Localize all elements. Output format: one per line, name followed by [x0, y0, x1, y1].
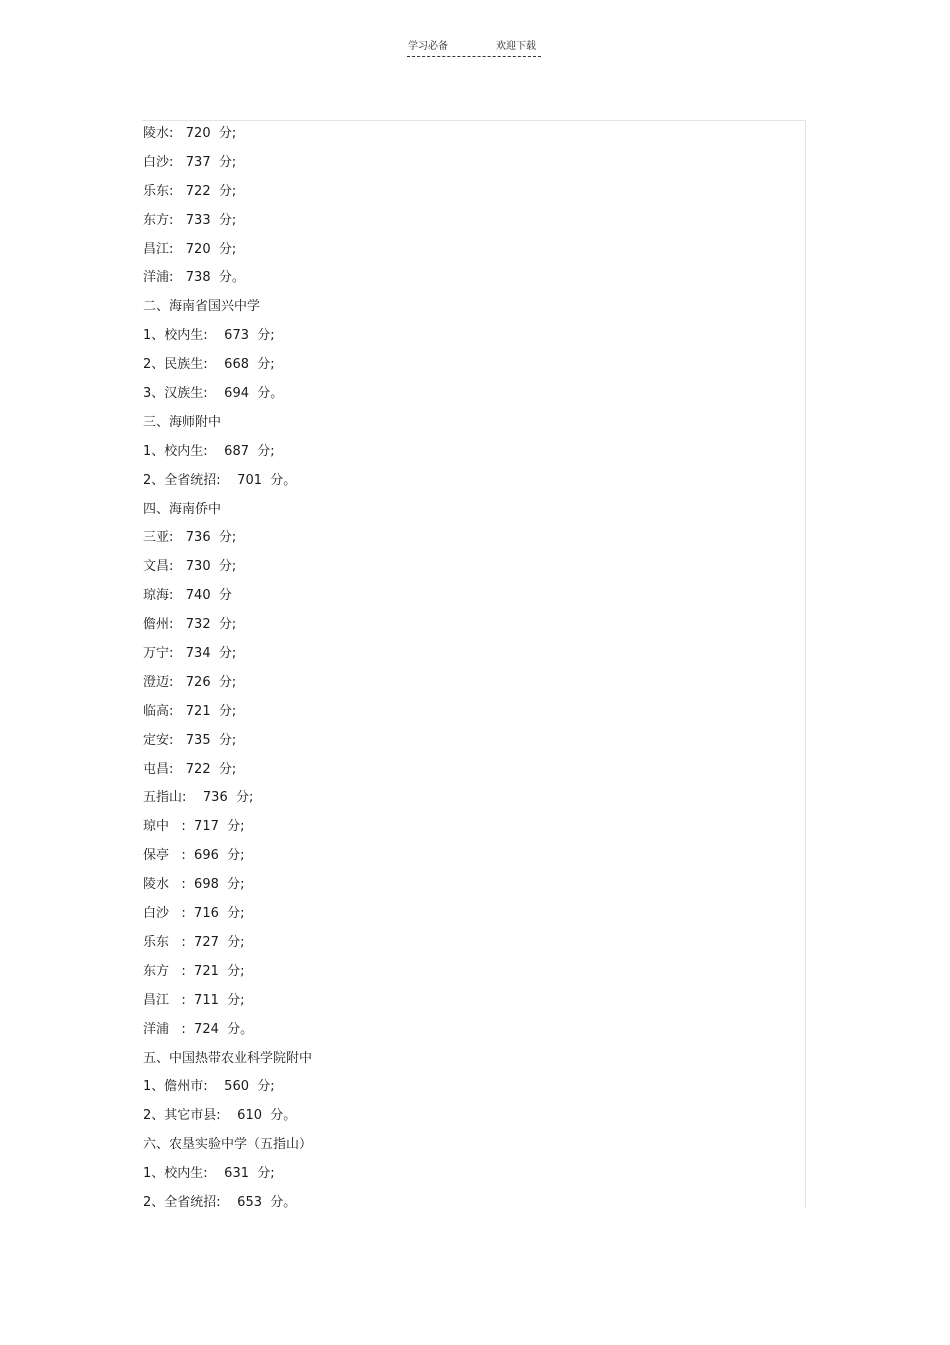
- text-line: 2、全省统招: 653 分。: [143, 1194, 297, 1210]
- text-line: 2、全省统招: 701 分。: [143, 472, 297, 488]
- text-line: 陵水 : 698 分;: [143, 877, 245, 893]
- text-line: 定安: 735 分;: [143, 732, 237, 748]
- page-header: [407, 40, 541, 57]
- text-line: 东方: 733 分;: [143, 212, 237, 228]
- text-line: 琼中 : 717 分;: [143, 819, 245, 835]
- text-line: 临高: 721 分;: [143, 703, 237, 719]
- text-line: 洋浦: 738 分。: [143, 270, 245, 286]
- text-line: 1、校内生: 687 分;: [143, 443, 275, 459]
- text-line: 白沙 : 716 分;: [143, 906, 245, 922]
- section-heading: 二、海南省国兴中学: [143, 299, 261, 315]
- section-heading: 三、海师附中: [143, 414, 222, 430]
- text-line: 白沙: 737 分;: [143, 154, 237, 170]
- text-line: 2、民族生: 668 分;: [143, 357, 275, 373]
- text-line: 屯昌: 722 分;: [143, 761, 237, 777]
- text-line: 1、儋州市: 560 分;: [143, 1079, 275, 1095]
- text-line: 保亭 : 696 分;: [143, 848, 245, 864]
- text-line: 陵水: 720 分;: [143, 126, 237, 141]
- section-heading: 四、海南侨中: [143, 501, 222, 517]
- text-line: 琼海: 740 分: [143, 588, 232, 604]
- header-right-text: 欢迎下载: [496, 41, 536, 52]
- text-line: 1、校内生: 631 分;: [143, 1166, 275, 1182]
- text-line: 文昌: 730 分;: [143, 559, 237, 575]
- text-line: 昌江: 720 分;: [143, 241, 237, 257]
- section-heading: 六、农垦实验中学（五指山）: [143, 1137, 313, 1153]
- text-line: 万宁: 734 分;: [143, 646, 237, 662]
- text-line: 乐东 : 727 分;: [143, 934, 245, 950]
- text-line: 儋州: 732 分;: [143, 617, 237, 633]
- text-line: 2、其它市县: 610 分。: [143, 1108, 297, 1124]
- text-line: 东方 : 721 分;: [143, 963, 245, 979]
- text-line: 五指山: 736 分;: [143, 790, 254, 806]
- text-line: 1、校内生: 673 分;: [143, 328, 275, 344]
- document-body: [143, 122, 783, 1220]
- text-line: 三亚: 736 分;: [143, 530, 237, 546]
- text-line: 乐东: 722 分;: [143, 183, 237, 199]
- text-line: 澄迈: 726 分;: [143, 674, 237, 690]
- header-left-text: 学习必备: [408, 41, 448, 52]
- text-line: 洋浦 : 724 分。: [143, 1021, 254, 1037]
- text-line: 昌江 : 711 分;: [143, 992, 245, 1008]
- section-heading: 五、中国热带农业科学院附中: [143, 1050, 313, 1066]
- text-line: 3、汉族生: 694 分。: [143, 386, 284, 402]
